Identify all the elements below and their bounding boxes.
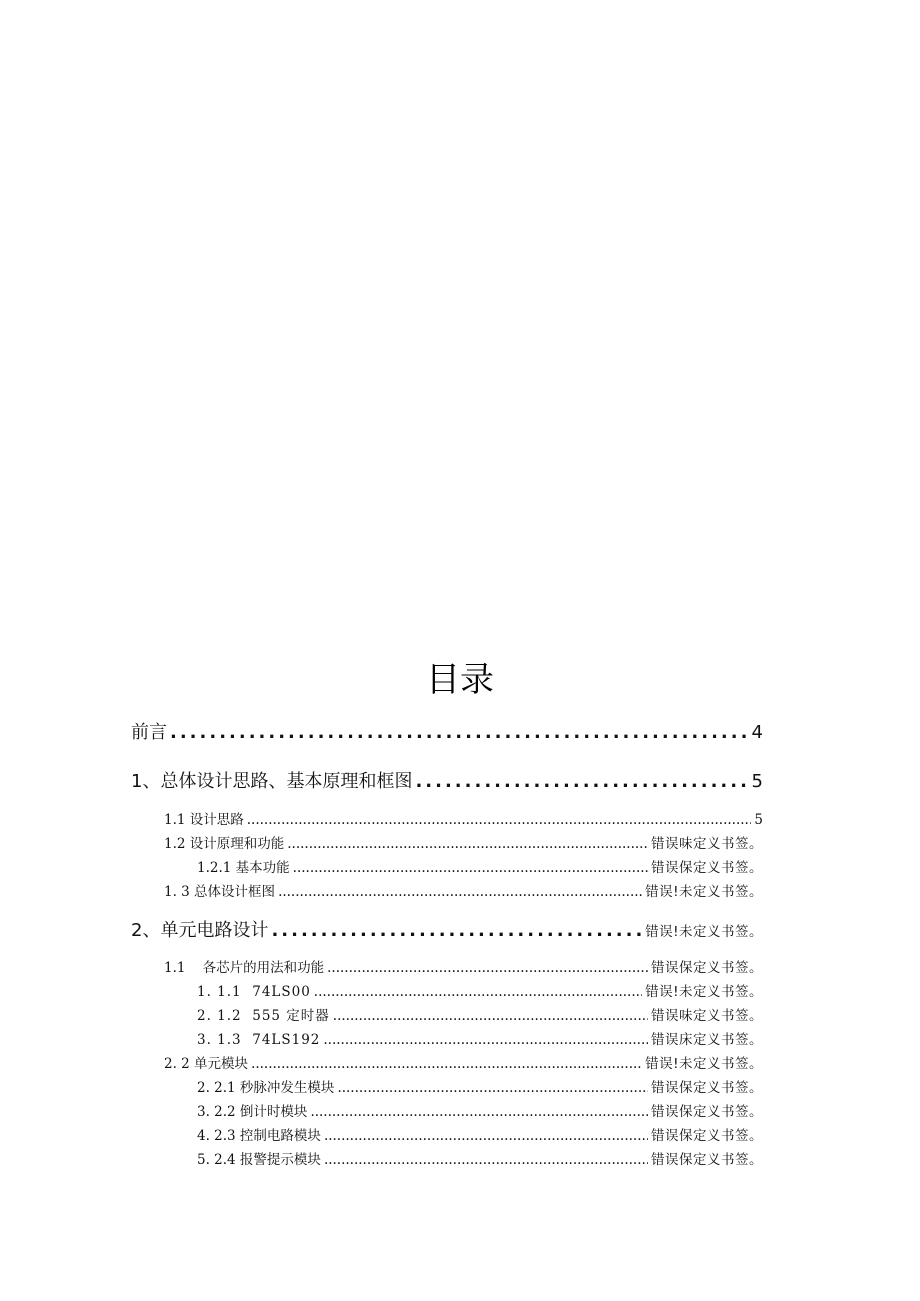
dot-leader (287, 834, 648, 854)
toc-entry[interactable] (197, 1030, 763, 1050)
dot-leader (324, 1126, 648, 1146)
toc-entry[interactable] (197, 1126, 763, 1146)
toc-entry-label: 3. 2.2 倒计时模块 (197, 1104, 308, 1120)
toc-entry-label: 前言 (131, 722, 167, 743)
toc-entry[interactable] (164, 958, 763, 978)
toc-entry[interactable] (197, 1102, 763, 1122)
toc-entry-label: 1.2 设计原理和功能 (164, 836, 285, 852)
toc-entry-page: 5 (754, 812, 763, 828)
toc-entry-label: 1. 3 总体设计框图 (164, 884, 276, 900)
toc-entry-label: 2. 2 单元模块 (164, 1056, 249, 1072)
toc-entry-page: 错误味定义书签。 (651, 836, 763, 852)
toc-entry-page: 错误!未定义书签。 (645, 984, 763, 1000)
toc-entry-page: 错误保定义书签。 (651, 860, 763, 876)
toc-entry-page: 4 (751, 722, 763, 743)
toc-entry-page: 错误保定义书签。 (651, 1152, 763, 1168)
dot-leader (314, 982, 642, 1002)
toc-entry-label: 4. 2.3 控制电路模块 (197, 1128, 321, 1144)
toc-entry-label: 1.1 设计思路 (164, 812, 244, 828)
toc-entry-page: 错误!未定义书签。 (645, 1056, 763, 1072)
toc-entry-page: 5 (751, 771, 763, 792)
toc-entry-label: 1.2.1 基本功能 (197, 860, 290, 876)
toc-entry[interactable] (197, 1006, 763, 1026)
toc-entry[interactable] (131, 720, 763, 746)
toc-entry[interactable] (197, 858, 763, 878)
toc-entry-label: 1. 1.1 74LS00 (197, 984, 311, 1000)
toc-entry-label: 1、总体设计思路、基本原理和框图 (131, 771, 413, 792)
toc-entry-page: 错误!未定义书签。 (645, 924, 763, 940)
dot-leader (310, 1102, 648, 1122)
toc-entry-label: 5. 2.4 报警提示模块 (197, 1152, 321, 1168)
dot-leader (271, 918, 642, 944)
toc-title: 目录 (426, 660, 494, 700)
toc-entry-page: 错误味定义书签。 (651, 1008, 763, 1024)
toc-entry[interactable] (197, 1078, 763, 1098)
toc-entry[interactable] (164, 882, 763, 902)
toc-entry-label: 3. 1.3 74LS192 (197, 1032, 321, 1048)
toc-entry-page: 错误保定义书签。 (651, 960, 763, 976)
dot-leader (323, 1030, 648, 1050)
dot-leader (278, 882, 642, 902)
toc-entry-label: 1.1 各芯片的用法和功能 (164, 960, 325, 976)
dot-leader (337, 1078, 648, 1098)
toc-entry[interactable] (164, 1054, 763, 1074)
toc-entry[interactable] (164, 810, 763, 830)
dot-leader (293, 858, 648, 878)
toc-entry[interactable] (131, 918, 763, 944)
dot-leader (170, 720, 749, 746)
toc-entry-label: 2. 1.2 555 定时器 (197, 1008, 330, 1024)
toc-entry[interactable] (131, 769, 763, 795)
toc-entry-page: 错误保定义书签。 (651, 1128, 763, 1144)
toc-entry[interactable] (164, 834, 763, 854)
toc-entry-label: 2、单元电路设计 (131, 920, 269, 941)
dot-leader (247, 810, 752, 830)
toc-entry-label: 2. 2.1 秒脉冲发生模块 (197, 1080, 335, 1096)
toc-entry-page: 错误床定义书签。 (651, 1032, 763, 1048)
toc-entry-page: 错误保定义书签。 (651, 1104, 763, 1120)
toc-entry[interactable] (197, 982, 763, 1002)
toc-entry-page: 错误!未定义书签。 (645, 884, 763, 900)
dot-leader (324, 1150, 648, 1170)
dot-leader (251, 1054, 642, 1074)
toc-entry[interactable] (197, 1150, 763, 1170)
dot-leader (327, 958, 648, 978)
toc-entry-page: 错误保定义书签。 (651, 1080, 763, 1096)
dot-leader (333, 1006, 648, 1026)
dot-leader (415, 769, 748, 795)
